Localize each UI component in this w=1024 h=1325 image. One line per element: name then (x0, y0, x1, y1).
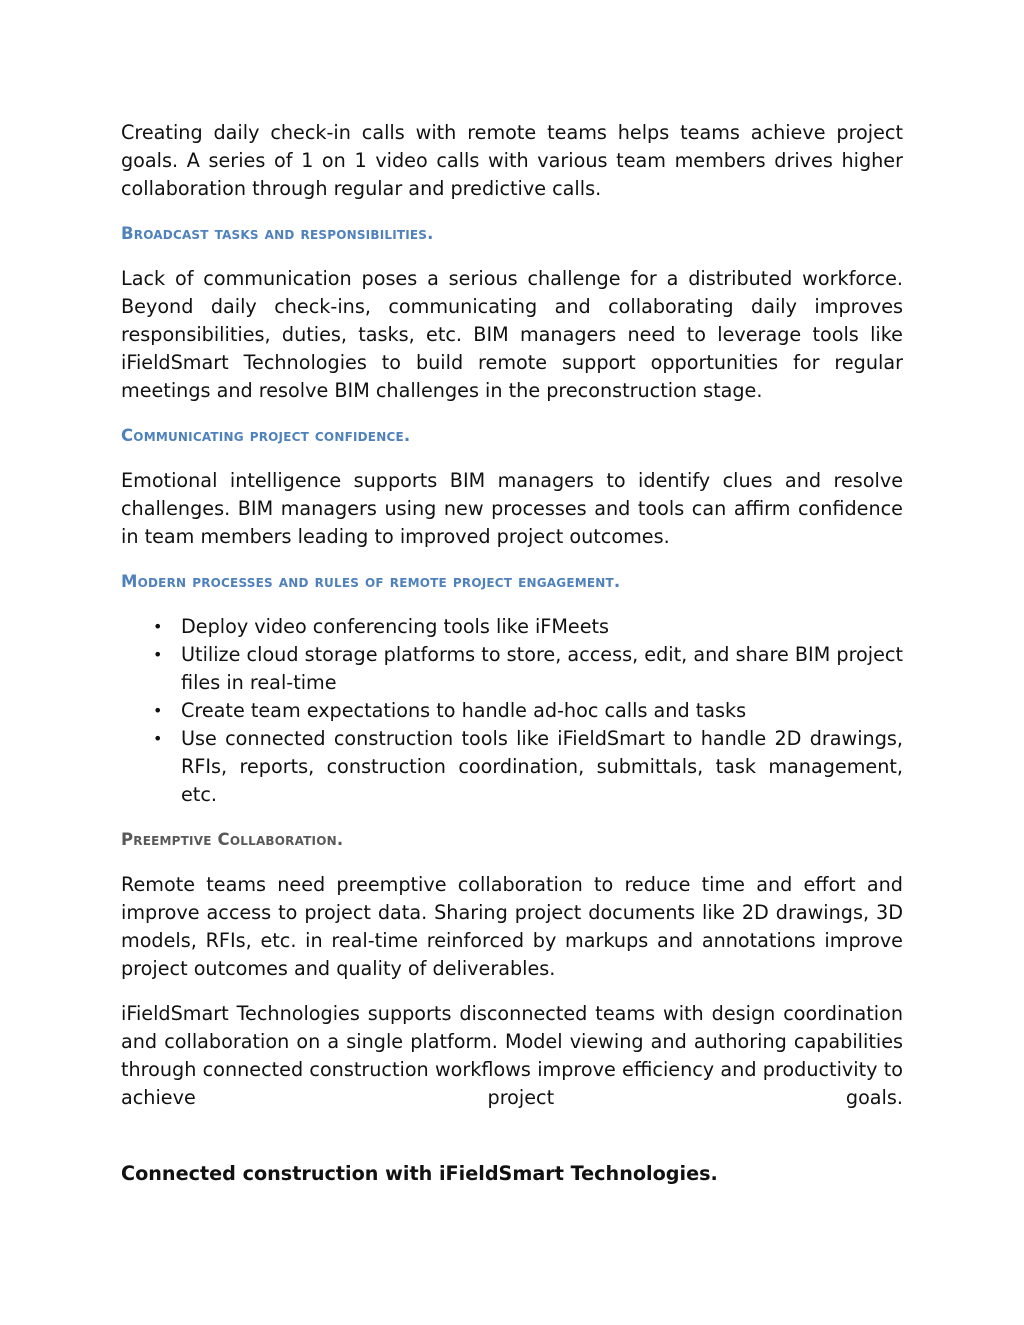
list-item-text: Utilize cloud storage platforms to store, access, edit, and share BIM project files in real-time (181, 643, 903, 694)
heading-preemptive-collaboration: Preemptive Collaboration. (121, 830, 344, 849)
closing-heading: Connected construction with iFieldSmart Technologies. (121, 1162, 718, 1185)
bullet-icon: • (153, 645, 163, 664)
broadcast-paragraph: Lack of communication poses a serious challenge for a distributed workforce. Beyond daily check-ins, communicating and collaborating daily improves responsibilities, duties, tasks, etc. BIM managers need to leverage tools like iFieldSmart Technologies to build remote support opportunities for regular meetings and resolve BIM challenges in the preconstruction stage. (121, 267, 903, 402)
list-item-text: Use connected construction tools like iFieldSmart to handle 2D drawings, RFIs, reports, construction coordination, submittals, task management, etc. (181, 727, 903, 806)
ifieldsmart-paragraph: iFieldSmart Technologies supports disconnected teams with design coordination and collaboration on a single platform. Model viewing and authoring capabilities through connected construction workflows improve efficiency and productivity to achieve project goals. (121, 1002, 903, 1109)
spacer (121, 1129, 903, 1160)
list-item (121, 613, 903, 641)
list-item-text: Deploy video conferencing tools like iFMeets (181, 615, 610, 638)
heading-confidence: Communicating project confidence. (121, 426, 411, 445)
heading-modern-processes: Modern processes and rules of remote project engagement. (121, 572, 621, 591)
bullet-list (121, 613, 903, 809)
document-page (121, 119, 903, 1188)
list-item (121, 641, 903, 697)
bullet-icon: • (153, 729, 163, 748)
list-item (121, 697, 903, 725)
bullet-icon: • (153, 617, 163, 636)
bullet-icon: • (153, 701, 163, 720)
preemptive-paragraph: Remote teams need preemptive collaboration to reduce time and effort and improve access to project data. Sharing project documents like 2D drawings, 3D models, RFIs, etc. in real-time reinforced by markups and annotations improve project outcomes and quality of deliverables. (121, 873, 903, 980)
confidence-paragraph: Emotional intelligence supports BIM managers to identify clues and resolve challenges. BIM managers using new processes and tools can affirm confidence in team members leading to improved project outcomes. (121, 469, 903, 548)
list-item-text: Create team expectations to handle ad-hoc calls and tasks (181, 699, 747, 722)
list-item (121, 725, 903, 809)
heading-broadcast: Broadcast tasks and responsibilities. (121, 224, 434, 243)
intro-paragraph: Creating daily check-in calls with remote teams helps teams achieve project goals. A series of 1 on 1 video calls with various team members drives higher collaboration through regular and predictive calls. (121, 121, 903, 200)
